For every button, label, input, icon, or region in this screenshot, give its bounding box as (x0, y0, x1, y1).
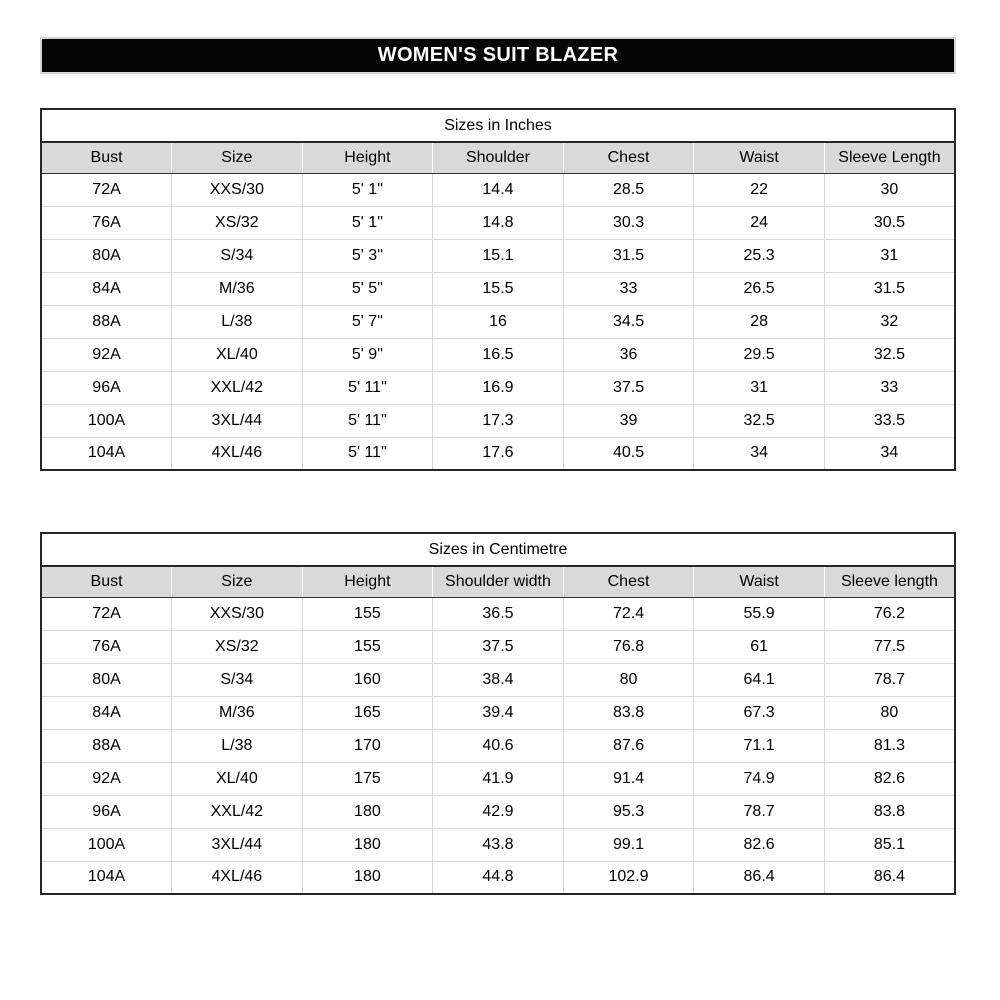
table-body (41, 597, 955, 894)
table-cell: 86.4 (694, 861, 825, 894)
table-cell: 5' 1" (302, 206, 433, 239)
table-cell: XXL/42 (172, 795, 303, 828)
table-cell: 76.2 (824, 597, 955, 630)
table-cell: 31 (694, 371, 825, 404)
table-cell: 155 (302, 597, 433, 630)
table-row (41, 861, 955, 894)
column-header: Chest (563, 566, 694, 597)
table-cell: 180 (302, 795, 433, 828)
table-cell: 64.1 (694, 663, 825, 696)
table-cell: 5' 9" (302, 338, 433, 371)
table-cell: 84A (41, 272, 172, 305)
table-cell: 22 (694, 173, 825, 206)
product-title: WOMEN'S SUIT BLAZER (377, 44, 619, 66)
sizes-in-inches-section (40, 108, 956, 471)
table-row (41, 272, 955, 305)
table-row (41, 729, 955, 762)
column-header: Chest (563, 142, 694, 173)
table-row (41, 371, 955, 404)
sizes-in-centimetre-table (40, 532, 956, 895)
table-cell: 24 (694, 206, 825, 239)
table-cell: L/38 (172, 305, 303, 338)
column-header: Height (302, 142, 433, 173)
table-cell: 33 (563, 272, 694, 305)
table-cell: 76A (41, 206, 172, 239)
table-cell: 34 (824, 437, 955, 470)
table-cell: 34.5 (563, 305, 694, 338)
table-cell: 31 (824, 239, 955, 272)
table-row (41, 404, 955, 437)
table-cell: 96A (41, 371, 172, 404)
table-cell: 92A (41, 762, 172, 795)
table-cell: 14.8 (433, 206, 564, 239)
table-cell: 96A (41, 795, 172, 828)
table-cell: 33.5 (824, 404, 955, 437)
column-header: Size (172, 142, 303, 173)
table-cell: 160 (302, 663, 433, 696)
table-cell: 5' 1" (302, 173, 433, 206)
table-cell: 31.5 (563, 239, 694, 272)
table-cell: XL/40 (172, 338, 303, 371)
table-cell: 155 (302, 630, 433, 663)
table-cell: 180 (302, 861, 433, 894)
table-cell: 43.8 (433, 828, 564, 861)
table-cell: 88A (41, 305, 172, 338)
table-cell: 104A (41, 861, 172, 894)
table-cell: 82.6 (694, 828, 825, 861)
table-cell: 82.6 (824, 762, 955, 795)
table-cell: 31.5 (824, 272, 955, 305)
table-cell: 25.3 (694, 239, 825, 272)
table-cell: 92A (41, 338, 172, 371)
table-cell: 55.9 (694, 597, 825, 630)
column-header: Waist (694, 142, 825, 173)
table-cell: 28 (694, 305, 825, 338)
table-row (41, 338, 955, 371)
table-cell: 165 (302, 696, 433, 729)
table-cell: 88A (41, 729, 172, 762)
table-cell: 4XL/46 (172, 861, 303, 894)
table-row (41, 597, 955, 630)
table-cell: 72.4 (563, 597, 694, 630)
table-cell: 170 (302, 729, 433, 762)
table-cell: 99.1 (563, 828, 694, 861)
table-cell: 3XL/44 (172, 404, 303, 437)
table-cell: 77.5 (824, 630, 955, 663)
table-cell: 5' 5" (302, 272, 433, 305)
table-title-row (41, 533, 955, 566)
table-cell: 42.9 (433, 795, 564, 828)
table-cell: 175 (302, 762, 433, 795)
table-cell: 85.1 (824, 828, 955, 861)
table-row (41, 696, 955, 729)
table-cell: 34 (694, 437, 825, 470)
table-cell: 30.3 (563, 206, 694, 239)
table-cell: 86.4 (824, 861, 955, 894)
table-cell: 37.5 (433, 630, 564, 663)
column-header: Height (302, 566, 433, 597)
table-cell: XS/32 (172, 206, 303, 239)
table-cell: 4XL/46 (172, 437, 303, 470)
sizes-in-inches-table (40, 108, 956, 471)
table-cell: 95.3 (563, 795, 694, 828)
column-header: Shoulder width (433, 566, 564, 597)
table-row (41, 173, 955, 206)
table-cell: 72A (41, 597, 172, 630)
table-cell: 76A (41, 630, 172, 663)
table-cell: 29.5 (694, 338, 825, 371)
table-cell: 41.9 (433, 762, 564, 795)
table-cell: 80 (563, 663, 694, 696)
table-cell: 76.8 (563, 630, 694, 663)
table-cell: 39.4 (433, 696, 564, 729)
table-header-row (41, 566, 955, 597)
table-cell: 5' 3" (302, 239, 433, 272)
table-cell: 30.5 (824, 206, 955, 239)
table-cell: 100A (41, 828, 172, 861)
table-cell: 32.5 (824, 338, 955, 371)
table-cell: 38.4 (433, 663, 564, 696)
table-row (41, 795, 955, 828)
sizes-in-centimetre-section (40, 532, 956, 895)
table-cell: 15.1 (433, 239, 564, 272)
table-cell: 5' 11" (302, 437, 433, 470)
table-cell: 16.5 (433, 338, 564, 371)
table-cell: 67.3 (694, 696, 825, 729)
table-cell: 36.5 (433, 597, 564, 630)
table-cell: 91.4 (563, 762, 694, 795)
table-cell: 180 (302, 828, 433, 861)
table-cell: 72A (41, 173, 172, 206)
table-cell: 104A (41, 437, 172, 470)
table-cell: 78.7 (824, 663, 955, 696)
column-header: Sleeve length (824, 566, 955, 597)
table-cell: 80A (41, 663, 172, 696)
table-cell: 3XL/44 (172, 828, 303, 861)
table-header-row (41, 142, 955, 173)
table-cell: 17.3 (433, 404, 564, 437)
table-cell: 100A (41, 404, 172, 437)
table-cell: M/36 (172, 272, 303, 305)
product-title-banner (40, 37, 956, 74)
table-cell: 5' 7" (302, 305, 433, 338)
table-cell: 80A (41, 239, 172, 272)
table-cell: 33 (824, 371, 955, 404)
table-row (41, 437, 955, 470)
table-cell: 16 (433, 305, 564, 338)
table-row (41, 630, 955, 663)
table-row (41, 305, 955, 338)
table-cell: XXS/30 (172, 597, 303, 630)
table-title: Sizes in Inches (41, 109, 955, 142)
table-cell: 87.6 (563, 729, 694, 762)
table-cell: 15.5 (433, 272, 564, 305)
table-cell: S/34 (172, 239, 303, 272)
table-cell: 14.4 (433, 173, 564, 206)
table-cell: 17.6 (433, 437, 564, 470)
table-cell: L/38 (172, 729, 303, 762)
table-cell: 80 (824, 696, 955, 729)
table-title: Sizes in Centimetre (41, 533, 955, 566)
column-header: Size (172, 566, 303, 597)
table-cell: 39 (563, 404, 694, 437)
table-cell: XL/40 (172, 762, 303, 795)
table-cell: 40.5 (563, 437, 694, 470)
table-row (41, 206, 955, 239)
table-cell: 32 (824, 305, 955, 338)
table-cell: 40.6 (433, 729, 564, 762)
table-row (41, 762, 955, 795)
table-cell: M/36 (172, 696, 303, 729)
table-cell: 71.1 (694, 729, 825, 762)
table-cell: 36 (563, 338, 694, 371)
table-cell: 83.8 (563, 696, 694, 729)
table-cell: XXL/42 (172, 371, 303, 404)
column-header: Sleeve Length (824, 142, 955, 173)
column-header: Bust (41, 566, 172, 597)
table-cell: 5' 11" (302, 404, 433, 437)
table-cell: 32.5 (694, 404, 825, 437)
table-cell: XXS/30 (172, 173, 303, 206)
table-cell: 5' 11" (302, 371, 433, 404)
table-cell: 61 (694, 630, 825, 663)
table-cell: 26.5 (694, 272, 825, 305)
table-cell: 83.8 (824, 795, 955, 828)
table-title-row (41, 109, 955, 142)
table-cell: 81.3 (824, 729, 955, 762)
table-cell: 16.9 (433, 371, 564, 404)
table-cell: 78.7 (694, 795, 825, 828)
table-cell: 37.5 (563, 371, 694, 404)
table-cell: 28.5 (563, 173, 694, 206)
table-cell: S/34 (172, 663, 303, 696)
table-row (41, 239, 955, 272)
table-cell: 30 (824, 173, 955, 206)
table-cell: 84A (41, 696, 172, 729)
table-row (41, 828, 955, 861)
table-cell: 74.9 (694, 762, 825, 795)
table-cell: 44.8 (433, 861, 564, 894)
column-header: Bust (41, 142, 172, 173)
column-header: Shoulder (433, 142, 564, 173)
table-row (41, 663, 955, 696)
table-cell: XS/32 (172, 630, 303, 663)
table-body (41, 173, 955, 470)
column-header: Waist (694, 566, 825, 597)
table-cell: 102.9 (563, 861, 694, 894)
